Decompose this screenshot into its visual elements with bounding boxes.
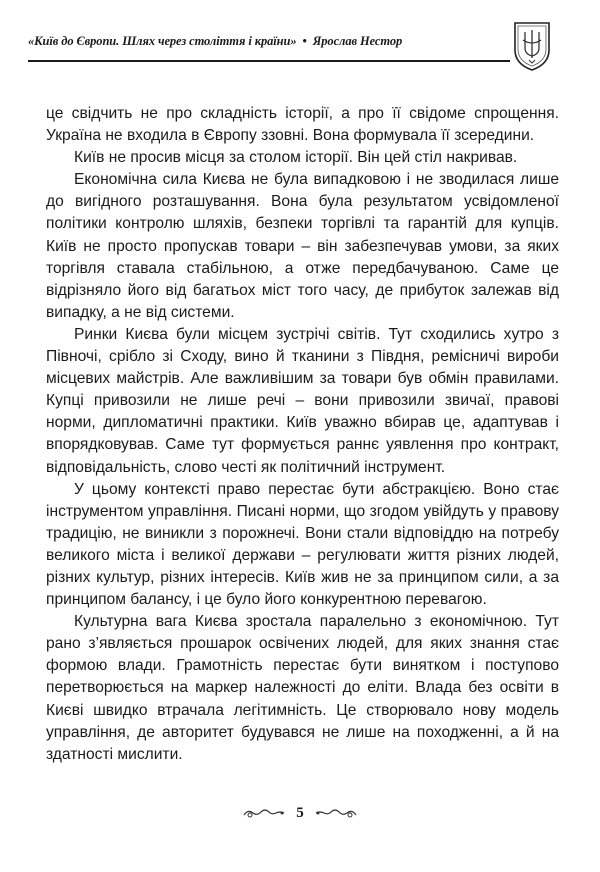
page-body [46,103,559,766]
author-name: Ярослав Нестор [312,34,403,48]
paragraph-1: це свідчить не про складність історії, а про її свідоме спрощення. Україна не входила в Європу ззовні. Вона формувала її зсередини. [46,105,559,145]
running-header [28,34,510,58]
paragraph-3: Економічна сила Києва не була випадковою і не зводилася лише до вигідного розташування. Вона була результатом усвідомленої політики контролю шляхів, безпеки торгівлі та гарантій для купців. Київ не просто пропускав товари – він забезпечував умови, за яких торгівля ставала стабільною, а отже передбачуваною. Саме це відрізняло його від багатьох міст того часу, де прибуток залежав від випадку, а не від системи. [46,171,559,321]
paragraph-5: У цьому контексті право перестає бути абстракцією. Воно стає інструментом управління. Писані норми, що згодом увійдуть у правову традицію, не виникли з порожнечі. Вони стали відповіддю на потребу великого міста і великої держави – регулювати життя різних людей, різних культур, різних інтересів. Київ жив не за принципом сили, а за принципом балансу, і це було його конкурентною перевагою. [46,480,559,609]
paragraph-6: Культурна вага Києва зростала паралельно з економічною. Тут рано з’являється прошарок освічених людей, для яких знання стає формою влади. Грамотність перестає бути винятком і поступово перетворюється на маркер належності до еліти. Влада без освіти в Києві швидко втрачала легітимність. Це створювало нову модель управління, де авторитет будувався не лише на походженні, а й на здатності мислити. [46,613,559,763]
page-footer [0,801,600,825]
book-title: «Київ до Європи. Шлях через століття і країни» [28,34,297,48]
page-number: 5 [296,804,304,821]
paragraph-4: Ринки Києва були місцем зустрічі світів. Тут сходились хутро з Півночі, срібло зі Сходу, вино й тканини з Півдня, ремісничі вироби місцевих майстрів. Але важливішим за товари був обмін правилами. Купці привозили не лише речі – вони привозили звичаї, правові норми, дипломатичні практики. Київ уважно вбирав це, адаптував і впорядковував. Саме тут формується раннє уявлення про контракт, відповідальність, слово честі як політичний інструмент. [46,325,559,476]
right-ornament-icon [314,806,358,820]
paragraph-2: Київ не просив місця за столом історії. Він цей стіл накривав. [74,149,518,167]
left-ornament-icon [242,806,286,820]
header-separator: • [302,34,307,48]
header-rule [28,60,510,62]
trident-crest-icon [512,20,552,72]
